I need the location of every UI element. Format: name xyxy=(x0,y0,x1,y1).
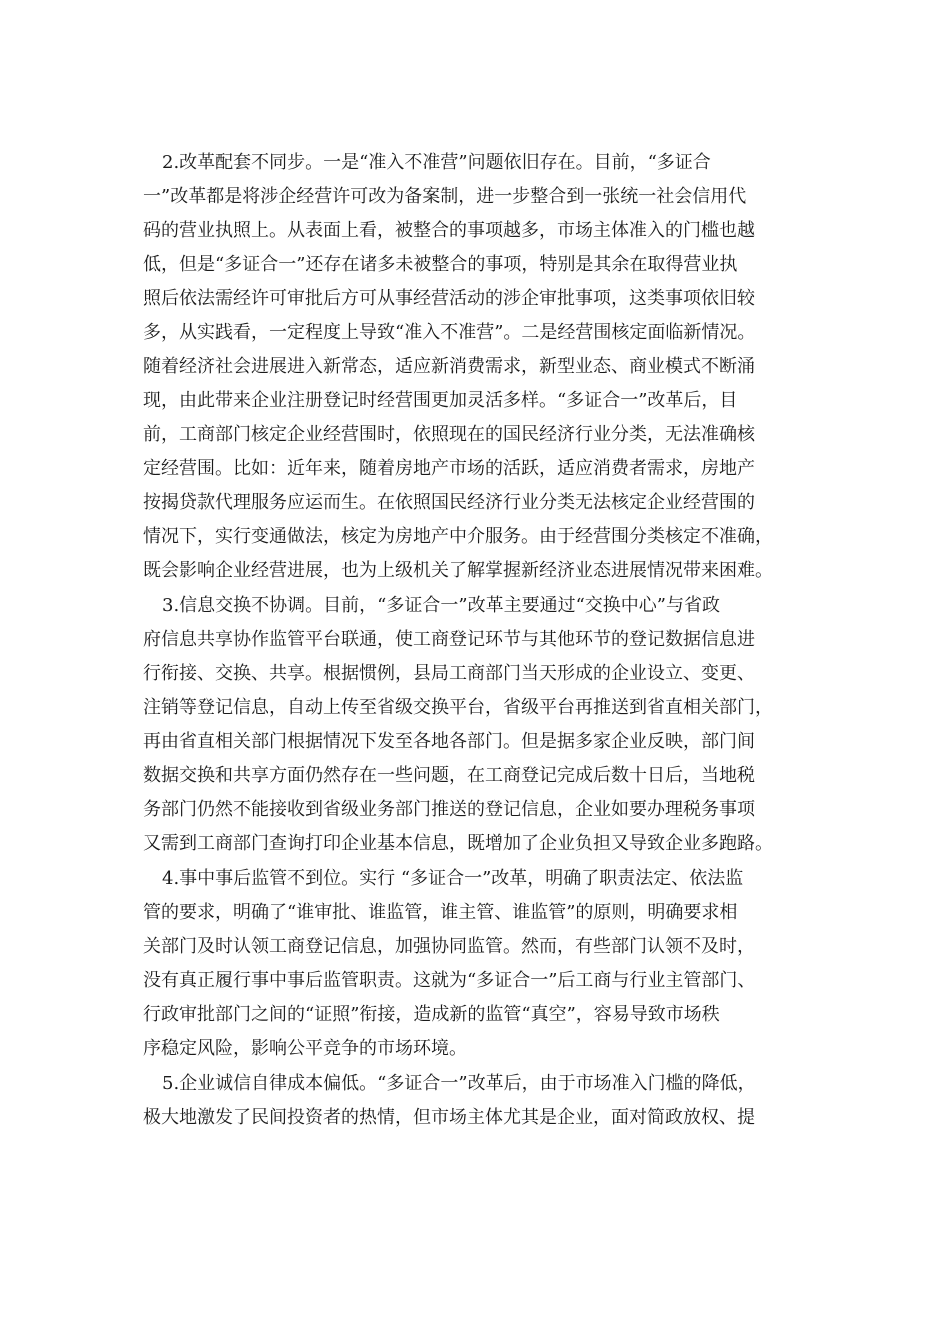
text-line: 情况下，实行变通做法，核定为房地产中介服务。由于经营围分类核定不准确， xyxy=(143,526,773,547)
paragraph-2 xyxy=(143,589,803,861)
text-line: 关部门及时认领工商登记信息，加强协同监管。然而，有些部门认领不及时， xyxy=(143,936,755,957)
paragraph-4 xyxy=(143,1067,803,1135)
text-line: 数据交换和共享方面仍然存在一些问题，在工商登记完成后数十日后，当地税 xyxy=(143,765,755,786)
text-line: 行衔接、交换、共享。根据惯例，县局工商部门当天形成的企业设立、变更、 xyxy=(143,663,755,684)
text-line: 码的营业执照上。从表面上看，被整合的事项越多，市场主体准入的门槛也越 xyxy=(143,220,755,241)
text-line: 前，工商部门核定企业经营围时，依照现在的国民经济行业分类，无法准确核 xyxy=(143,424,755,445)
text-line: 低，但是“多证合一”还存在诸多未被整合的事项，特别是其余在取得营业执 xyxy=(143,254,738,275)
text-line: 没有真正履行事中事后监管职责。这就为“多证合一”后工商与行业主管部门、 xyxy=(143,970,756,991)
document-page xyxy=(143,146,803,1136)
text-line: 多，从实践看，一定程度上导致“准入不准营”。二是经营围核定面临新情况。 xyxy=(143,322,756,343)
text-line: 一”改革都是将涉企经营许可改为备案制，进一步整合到一张统一社会信用代 xyxy=(143,186,747,207)
text-line: 4.事中事后监管不到位。实行 “多证合一”改革，明确了职责法定、依法监 xyxy=(162,868,744,889)
text-line: 定经营围。比如：近年来，随着房地产市场的活跃，适应消费者需求，房地产 xyxy=(143,458,755,479)
text-line: 行政审批部门之间的“证照”衔接，造成新的监管“真空”，容易导致市场秩 xyxy=(143,1004,720,1025)
text-line: 既会影响企业经营进展，也为上级机关了解掌握新经济业态进展情况带来困难。 xyxy=(143,560,773,581)
text-line: 序稳定风险，影响公平竞争的市场环境。 xyxy=(143,1038,467,1059)
text-line: 2.改革配套不同步。一是“准入不准营”问题依旧存在。目前，“多证合 xyxy=(162,152,711,173)
text-line: 再由省直相关部门根据情况下发至各地各部门。但是据多家企业反映，部门间 xyxy=(143,731,755,752)
text-line: 注销等登记信息，自动上传至省级交换平台，省级平台再推送到省直相关部门， xyxy=(143,697,773,718)
text-line: 随着经济社会进展进入新常态，适应新消费需求，新型业态、商业模式不断涌 xyxy=(143,356,755,377)
text-line: 府信息共享协作监管平台联通，使工商登记环节与其他环节的登记数据信息进 xyxy=(143,629,755,650)
text-line: 务部门仍然不能接收到省级业务部门推送的登记信息，企业如要办理税务事项 xyxy=(143,799,755,820)
paragraph-3 xyxy=(143,862,803,1066)
text-line: 现，由此带来企业注册登记时经营围更加灵活多样。“多证合一”改革后，目 xyxy=(143,390,738,411)
text-line: 又需到工商部门查询打印企业基本信息，既增加了企业负担又导致企业多跑路。 xyxy=(143,833,773,854)
text-line: 5.企业诚信自律成本偏低。“多证合一”改革后，由于市场准入门槛的降低， xyxy=(162,1073,756,1094)
text-line: 极大地激发了民间投资者的热情，但市场主体尤其是企业，面对简政放权、提 xyxy=(143,1107,755,1128)
text-line: 照后依法需经许可审批后方可从事经营活动的涉企审批事项，这类事项依旧较 xyxy=(143,288,755,309)
text-line: 管的要求，明确了“谁审批、谁监管，谁主管、谁监管”的原则，明确要求相 xyxy=(143,902,738,923)
text-line: 3.信息交换不协调。目前，“多证合一”改革主要通过“交换中心”与省政 xyxy=(162,595,720,616)
paragraph-1 xyxy=(143,146,803,588)
text-line: 按揭贷款代理服务应运而生。在依照国民经济行业分类无法核定企业经营围的 xyxy=(143,492,755,513)
